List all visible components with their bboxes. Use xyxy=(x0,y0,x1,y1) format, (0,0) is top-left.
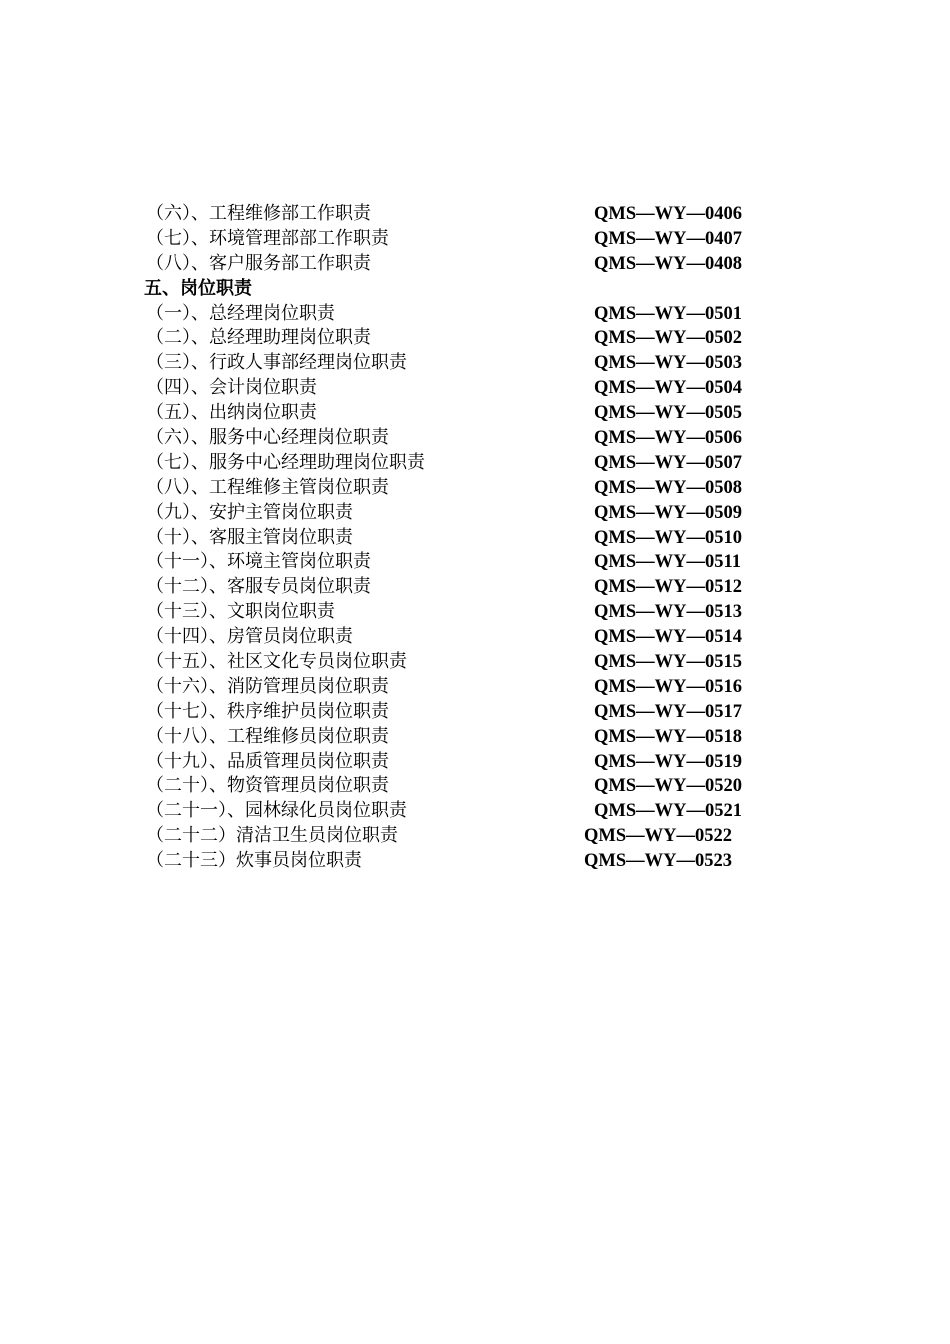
entry-code: QMS—WY—0505 xyxy=(594,403,742,424)
entry-title: （九）、安护主管岗位职责 xyxy=(146,501,353,523)
toc-entry xyxy=(0,575,950,600)
entry-code: QMS—WY—0502 xyxy=(594,328,742,349)
entry-title: （四）、会计岗位职责 xyxy=(146,377,317,399)
table-of-contents xyxy=(0,202,950,874)
entry-code: QMS—WY—0515 xyxy=(594,652,742,673)
entry-code: QMS—WY—0521 xyxy=(594,801,742,822)
entry-code: QMS—WY—0407 xyxy=(594,228,742,249)
toc-entry xyxy=(0,202,950,227)
section-title: 五、岗位职责 xyxy=(144,277,252,299)
entry-title: （十一）、环境主管岗位职责 xyxy=(146,551,371,573)
entry-title: （十二）、客服专员岗位职责 xyxy=(146,576,371,598)
toc-entry xyxy=(0,600,950,625)
entry-title: （十八）、工程维修员岗位职责 xyxy=(146,725,389,747)
toc-entry xyxy=(0,824,950,849)
entry-code: QMS—WY—0507 xyxy=(594,452,742,473)
entry-title: （三）、行政人事部经理岗位职责 xyxy=(146,352,407,374)
entry-code: QMS—WY—0506 xyxy=(594,428,742,449)
toc-entry xyxy=(0,501,950,526)
section-heading-row xyxy=(0,277,950,302)
entry-code: QMS—WY—0516 xyxy=(594,676,742,697)
entry-title: （十三）、文职岗位职责 xyxy=(146,601,335,623)
toc-entry xyxy=(0,351,950,376)
toc-entry xyxy=(0,526,950,551)
entry-code: QMS—WY—0514 xyxy=(594,627,742,648)
toc-entry xyxy=(0,725,950,750)
toc-entry xyxy=(0,849,950,874)
entry-title: （十四）、房管员岗位职责 xyxy=(146,626,353,648)
entry-title: （十九）、品质管理员岗位职责 xyxy=(146,750,389,772)
entry-title: （十六）、消防管理员岗位职责 xyxy=(146,675,389,697)
entry-title: （六）、服务中心经理岗位职责 xyxy=(146,427,389,449)
entry-code: QMS—WY—0511 xyxy=(594,552,741,573)
toc-entry xyxy=(0,650,950,675)
entry-title: （六）、工程维修部工作职责 xyxy=(146,203,371,224)
entry-code: QMS—WY—0519 xyxy=(594,751,742,772)
entry-title: （一）、总经理岗位职责 xyxy=(146,302,335,324)
entry-code: QMS—WY—0512 xyxy=(594,577,742,598)
entry-title: （二十一）、园林绿化员岗位职责 xyxy=(146,800,407,822)
toc-entry xyxy=(0,550,950,575)
entry-code: QMS—WY—0508 xyxy=(594,477,742,498)
entry-code: QMS—WY—0510 xyxy=(594,527,742,548)
entry-title: （十）、客服主管岗位职责 xyxy=(146,526,353,548)
entry-title: （七）、服务中心经理助理岗位职责 xyxy=(146,451,425,473)
entry-code: QMS—WY—0517 xyxy=(594,701,742,722)
entry-title: （八）、工程维修主管岗位职责 xyxy=(146,476,389,498)
entry-title: （二十三）炊事员岗位职责 xyxy=(146,850,362,872)
entry-title: （十七）、秩序维护员岗位职责 xyxy=(146,700,389,722)
toc-entry xyxy=(0,302,950,327)
toc-entry xyxy=(0,401,950,426)
entry-code: QMS—WY—0518 xyxy=(594,726,742,747)
entry-code: QMS—WY—0523 xyxy=(584,851,732,872)
entry-code: QMS—WY—0504 xyxy=(594,378,742,399)
toc-entry xyxy=(0,326,950,351)
toc-entry xyxy=(0,227,950,252)
toc-entry xyxy=(0,625,950,650)
toc-entry xyxy=(0,774,950,799)
entry-title: （二十）、物资管理员岗位职责 xyxy=(146,775,389,797)
entry-code: QMS—WY—0513 xyxy=(594,602,742,623)
entry-code: QMS—WY—0520 xyxy=(594,776,742,797)
entry-code: QMS—WY—0406 xyxy=(594,204,742,224)
entry-title: （二十二）清洁卫生员岗位职责 xyxy=(146,825,398,847)
toc-entry xyxy=(0,476,950,501)
entry-code: QMS—WY—0408 xyxy=(594,253,742,274)
toc-entry xyxy=(0,675,950,700)
toc-entry xyxy=(0,426,950,451)
toc-entry xyxy=(0,376,950,401)
entry-title: （二）、总经理助理岗位职责 xyxy=(146,327,371,349)
toc-entry xyxy=(0,700,950,725)
entry-title: （五）、出纳岗位职责 xyxy=(146,402,317,424)
entry-title: （七）、环境管理部部工作职责 xyxy=(146,227,389,249)
entry-title: （八）、客户服务部工作职责 xyxy=(146,252,371,274)
entry-code: QMS—WY—0522 xyxy=(584,826,732,847)
toc-entry xyxy=(0,252,950,277)
toc-entry xyxy=(0,451,950,476)
entry-code: QMS—WY—0503 xyxy=(594,353,742,374)
toc-entry xyxy=(0,799,950,824)
toc-entry xyxy=(0,750,950,775)
entry-title: （十五）、社区文化专员岗位职责 xyxy=(146,651,407,673)
entry-code: QMS—WY—0509 xyxy=(594,502,742,523)
entry-code: QMS—WY—0501 xyxy=(594,303,742,324)
